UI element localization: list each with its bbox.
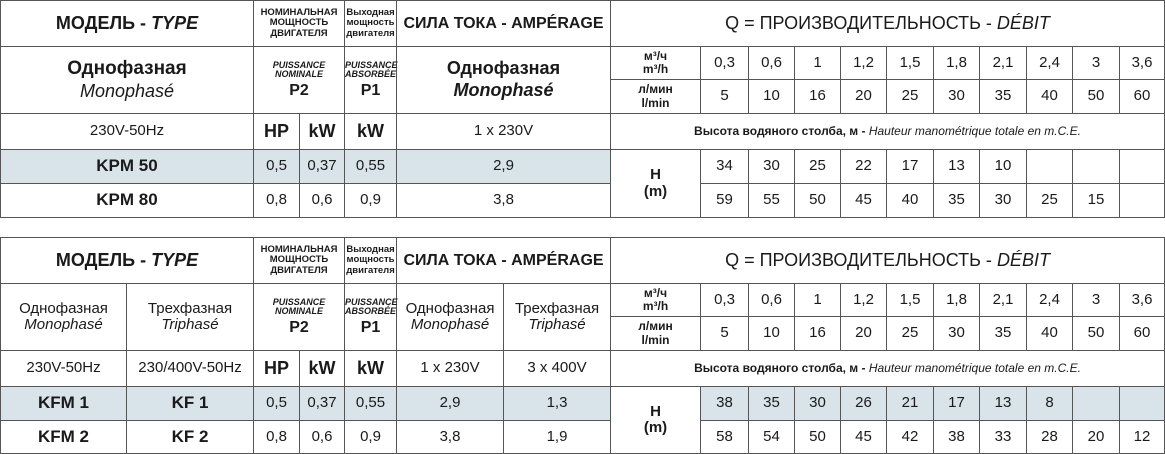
flow-l-4: 25: [887, 80, 934, 114]
kw-unit-p1: kW: [345, 114, 397, 150]
head-value: 10: [980, 150, 1027, 184]
head-value: 50: [795, 421, 841, 454]
flow-m3-6: 2,1: [980, 47, 1027, 80]
flow-l-0: 5: [701, 80, 749, 114]
head-value: [1120, 387, 1165, 421]
flow-l-6: 35: [980, 80, 1027, 114]
flow-l-9: 60: [1120, 80, 1165, 114]
current-phase-fr: Monophasé: [453, 80, 554, 100]
table-row: [1, 150, 1165, 184]
flow-header: [611, 238, 1165, 284]
flow-l-3: 20: [841, 317, 887, 351]
kw-unit-p1: kW: [345, 351, 397, 387]
table-row: [1, 387, 1165, 421]
hp-unit: HP: [254, 114, 300, 150]
current-label-fr: AMPÉRAGE: [511, 251, 604, 269]
hp-value: 0,5: [254, 387, 300, 421]
model-tri: KF 2: [127, 421, 254, 454]
tri-cell: [127, 284, 254, 351]
absorbed-power-ru: Выходная мощность двигателя: [345, 238, 397, 284]
kw-p2-value: 0,37: [300, 387, 345, 421]
head-value: 58: [701, 421, 749, 454]
nominal-power-fr: PUISSANCE NOMINALE: [272, 296, 326, 317]
q-label: Q = ПРОИЗВОДИТЕЛЬНОСТЬ -: [725, 249, 997, 270]
flow-l-4: 25: [887, 317, 934, 351]
flow-unit-m3: м³/ч m³/h: [611, 284, 701, 317]
tri-ru: Трехфазная: [147, 299, 233, 317]
flow-m3-9: 3,6: [1120, 47, 1165, 80]
h-label: H (m): [611, 150, 701, 218]
flow-l-3: 20: [841, 80, 887, 114]
mono-ru: Однофазная: [19, 299, 108, 317]
flow-l-8: 50: [1073, 80, 1120, 114]
flow-l-7: 40: [1027, 80, 1073, 114]
head-value: [1120, 150, 1165, 184]
flow-l-6: 35: [980, 317, 1027, 351]
current-label-fr: AMPÉRAGE: [511, 14, 604, 32]
head-value: 28: [1027, 421, 1073, 454]
hp-value: 0,5: [254, 150, 300, 184]
head-value: 55: [749, 184, 795, 218]
model-tri: KF 1: [127, 387, 254, 421]
flow-m3-4: 1,5: [887, 284, 934, 317]
head-value: 35: [934, 184, 980, 218]
flow-m3-7: 2,4: [1027, 47, 1073, 80]
head-note: Высота водяного столба, м - Hauteur manométrique totale en m.C.E.: [611, 351, 1165, 387]
flow-m3-7: 2,4: [1027, 284, 1073, 317]
voltage-mono: 230V-50Hz: [1, 351, 127, 387]
table-row: [1, 421, 1165, 454]
flow-m3-0: 0,3: [701, 284, 749, 317]
flow-unit-l: л/мин l/min: [611, 317, 701, 351]
kw-unit-p2: kW: [300, 351, 345, 387]
head-value: 8: [1027, 387, 1073, 421]
flow-header: [611, 1, 1165, 47]
head-value: 13: [934, 150, 980, 184]
amp-mono-value: 3,8: [397, 421, 504, 454]
head-value: 21: [887, 387, 934, 421]
model-label: МОДЕЛЬ -: [55, 12, 152, 33]
cur-tri-ru: Трехфазная: [514, 299, 600, 317]
model-header: [1, 238, 254, 284]
amp-value: 2,9: [397, 150, 611, 184]
head-value: 17: [934, 387, 980, 421]
flow-l-7: 40: [1027, 317, 1073, 351]
head-value: 12: [1120, 421, 1165, 454]
flow-l-1: 10: [749, 80, 795, 114]
phase-ru: Однофазная: [67, 57, 187, 79]
kw-p1-value: 0,55: [345, 150, 397, 184]
absorbed-power-fr: PUISSANCE ABSORBÉE: [345, 296, 398, 317]
amp-mono-value: 2,9: [397, 387, 504, 421]
head-value: 25: [795, 150, 841, 184]
flow-l-1: 10: [749, 317, 795, 351]
head-value: 30: [795, 387, 841, 421]
flow-m3-3: 1,2: [841, 47, 887, 80]
head-value: 35: [749, 387, 795, 421]
p1-label: P1: [360, 318, 381, 336]
model-mono: KFM 2: [1, 421, 127, 454]
head-note: Высота водяного столба, м - Hauteur manométrique totale en m.C.E.: [611, 114, 1165, 150]
q-label: Q = ПРОИЗВОДИТЕЛЬНОСТЬ -: [725, 12, 997, 33]
current-label: СИЛА ТОКА -: [403, 251, 512, 269]
absorbed-power-fr: PUISSANCE ABSORBÉE: [345, 59, 398, 80]
p2-label: P2: [289, 81, 309, 99]
head-value: 15: [1073, 184, 1120, 218]
model-header: [1, 1, 254, 47]
current-mono: 1 x 230V: [397, 351, 504, 387]
head-value: 30: [749, 150, 795, 184]
q-label-fr: DÉBIT: [996, 12, 1050, 33]
head-value: [1120, 184, 1165, 218]
kw-p2-value: 0,6: [300, 421, 345, 454]
head-value: 42: [887, 421, 934, 454]
head-value: 38: [701, 387, 749, 421]
current-label: СИЛА ТОКА -: [403, 14, 512, 32]
head-value: 50: [795, 184, 841, 218]
model-label: МОДЕЛЬ -: [55, 249, 152, 270]
model-label-fr: TYPE: [151, 249, 199, 270]
head-value: 38: [934, 421, 980, 454]
pump-table-mono-triphase: [0, 237, 1165, 454]
mono-fr: Monophasé: [24, 316, 103, 333]
current-header: [397, 238, 611, 284]
hp-unit: HP: [254, 351, 300, 387]
flow-m3-6: 2,1: [980, 284, 1027, 317]
flow-m3-8: 3: [1073, 284, 1120, 317]
flow-unit-l: л/мин l/min: [611, 80, 701, 114]
current-phase-ru: Однофазная: [446, 58, 561, 79]
head-value: 59: [701, 184, 749, 218]
flow-m3-5: 1,8: [934, 47, 980, 80]
nominal-power-fr: PUISSANCE NOMINALE: [272, 59, 326, 80]
absorbed-power-ru: Выходная мощность двигателя: [345, 1, 397, 47]
head-value: 45: [841, 421, 887, 454]
p1-label: P1: [360, 81, 381, 99]
p1-cell: [345, 47, 397, 114]
kw-p1-value: 0,55: [345, 387, 397, 421]
kw-p2-value: 0,37: [300, 150, 345, 184]
kw-p2-value: 0,6: [300, 184, 345, 218]
amp-tri-value: 1,9: [504, 421, 611, 454]
p1-cell: [345, 284, 397, 351]
flow-l-2: 16: [795, 80, 841, 114]
head-value: [1073, 387, 1120, 421]
flow-l-0: 5: [701, 317, 749, 351]
current-voltage: 1 x 230V: [397, 114, 611, 150]
flow-m3-2: 1: [795, 47, 841, 80]
flow-m3-1: 0,6: [749, 284, 795, 317]
cur-mono-ru: Однофазная: [405, 299, 495, 317]
cur-mono-cell: [397, 284, 504, 351]
voltage: 230V-50Hz: [1, 114, 254, 150]
amp-value: 3,8: [397, 184, 611, 218]
head-value: 30: [980, 184, 1027, 218]
flow-m3-8: 3: [1073, 47, 1120, 80]
model-name: KPM 80: [1, 184, 254, 218]
flow-l-8: 50: [1073, 317, 1120, 351]
phase-fr: Monophasé: [79, 80, 175, 101]
head-value: 45: [841, 184, 887, 218]
phase-cell: [1, 47, 254, 114]
p2-cell: [254, 284, 345, 351]
cur-mono-fr: Monophasé: [410, 316, 490, 333]
kw-unit-p2: kW: [300, 114, 345, 150]
tri-fr: Triphasé: [161, 316, 219, 333]
flow-m3-0: 0,3: [701, 47, 749, 80]
current-tri: 3 x 400V: [504, 351, 611, 387]
head-value: 25: [1027, 184, 1073, 218]
cur-tri-cell: [504, 284, 611, 351]
model-mono: KFM 1: [1, 387, 127, 421]
q-label-fr: DÉBIT: [996, 249, 1050, 270]
table-row: [1, 184, 1165, 218]
voltage-tri: 230/400V-50Hz: [127, 351, 254, 387]
head-value: 26: [841, 387, 887, 421]
flow-unit-m3: м³/ч m³/h: [611, 47, 701, 80]
head-value: 22: [841, 150, 887, 184]
head-value: 20: [1073, 421, 1120, 454]
flow-l-2: 16: [795, 317, 841, 351]
p2-label: P2: [289, 318, 309, 336]
head-value: [1027, 150, 1073, 184]
head-value: 54: [749, 421, 795, 454]
head-value: 13: [980, 387, 1027, 421]
flow-l-9: 60: [1120, 317, 1165, 351]
flow-m3-5: 1,8: [934, 284, 980, 317]
flow-l-5: 30: [934, 317, 980, 351]
flow-m3-4: 1,5: [887, 47, 934, 80]
head-value: 17: [887, 150, 934, 184]
nominal-power-ru: НОМИНАЛЬНАЯ МОЩНОСТЬ ДВИГАТЕЛЯ: [254, 1, 345, 47]
hp-value: 0,8: [254, 184, 300, 218]
model-name: KPM 50: [1, 150, 254, 184]
flow-m3-1: 0,6: [749, 47, 795, 80]
h-label: H (m): [611, 387, 701, 454]
mono-cell: [1, 284, 127, 351]
flow-l-5: 30: [934, 80, 980, 114]
hp-value: 0,8: [254, 421, 300, 454]
kw-p1-value: 0,9: [345, 184, 397, 218]
flow-m3-3: 1,2: [841, 284, 887, 317]
flow-m3-9: 3,6: [1120, 284, 1165, 317]
model-label-fr: TYPE: [151, 12, 199, 33]
p2-cell: [254, 47, 345, 114]
head-value: 40: [887, 184, 934, 218]
head-value: 34: [701, 150, 749, 184]
amp-tri-value: 1,3: [504, 387, 611, 421]
kw-p1-value: 0,9: [345, 421, 397, 454]
pump-table-monophase: [0, 0, 1165, 218]
nominal-power-ru: НОМИНАЛЬНАЯ МОЩНОСТЬ ДВИГАТЕЛЯ: [254, 238, 345, 284]
flow-m3-2: 1: [795, 284, 841, 317]
head-value: [1073, 150, 1120, 184]
head-value: 33: [980, 421, 1027, 454]
cur-tri-fr: Triphasé: [528, 316, 586, 333]
current-header: [397, 1, 611, 47]
current-phase-cell: [397, 47, 611, 114]
